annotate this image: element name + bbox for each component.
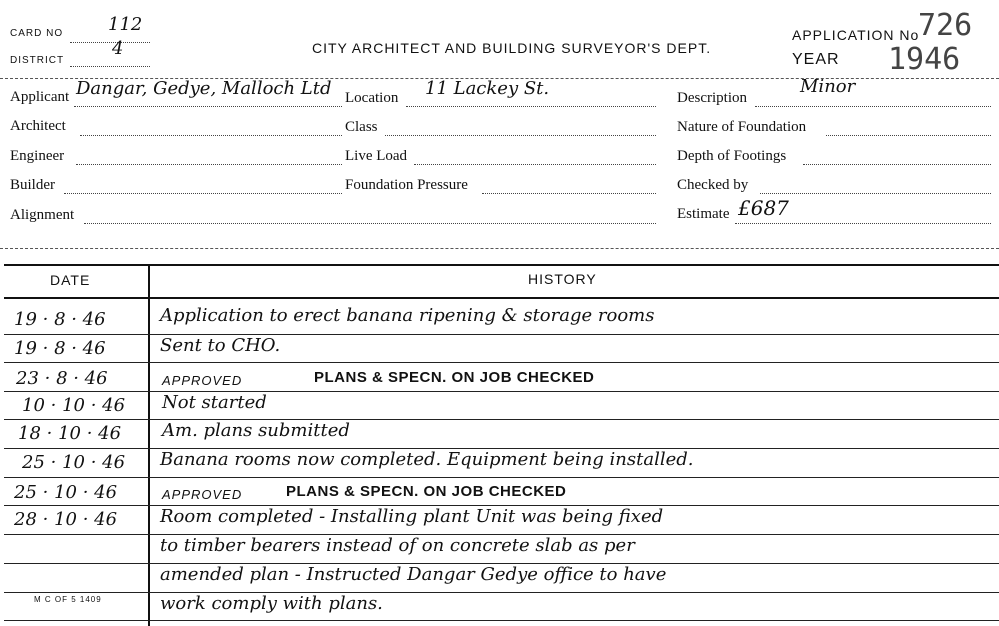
application-number: 726 <box>918 8 973 43</box>
row-rule <box>4 362 999 363</box>
row-rule <box>4 477 999 478</box>
estimate-label: Estimate <box>677 206 730 222</box>
history-entry: work comply with plans. <box>160 593 383 614</box>
history-date: 23 · 8 · 46 <box>16 368 108 389</box>
row-rule <box>4 334 999 335</box>
year-value: 1946 <box>888 42 961 77</box>
alignment-label: Alignment <box>10 207 75 223</box>
depth-line <box>803 164 991 165</box>
depth-of-footings-label: Depth of Footings <box>677 148 787 164</box>
checked-by-line <box>760 193 991 194</box>
history-entry: Banana rooms now completed. Equipment being installed. <box>160 449 694 470</box>
card-no-label: CARD NO <box>10 28 64 39</box>
history-entry: Sent to CHO. <box>160 335 281 356</box>
district-line <box>70 66 150 67</box>
approved-stamp: APPROVED <box>162 373 243 388</box>
history-entry: Am. plans submitted <box>162 420 350 441</box>
district-label: DISTRICT <box>10 55 65 66</box>
history-entry: Application to erect banana ripening & storage rooms <box>160 305 655 326</box>
history-date: 19 · 8 · 46 <box>14 338 106 359</box>
department-title: CITY ARCHITECT AND BUILDING SURVEYOR'S DEPT. <box>312 40 712 56</box>
date-column-divider <box>148 264 150 626</box>
engineer-line <box>76 164 342 165</box>
location-line <box>406 106 656 107</box>
engineer-label: Engineer <box>10 148 65 164</box>
row-rule <box>4 419 999 420</box>
card-no-line <box>70 42 150 43</box>
row-rule <box>4 391 999 392</box>
history-date: 28 · 10 · 46 <box>14 509 118 530</box>
estimate-value: £687 <box>738 196 789 220</box>
estimate-line <box>735 223 991 224</box>
header-bottom-rule <box>4 297 999 299</box>
builder-label: Builder <box>10 177 55 193</box>
row-rule <box>4 592 999 593</box>
architect-label: Architect <box>10 118 66 134</box>
nature-of-foundation-label: Nature of Foundation <box>677 119 807 135</box>
location-label: Location <box>345 90 399 106</box>
applicant-value: Dangar, Gedye, Malloch Ltd <box>76 78 332 99</box>
history-entry: amended plan - Instructed Dangar Gedye office to have <box>160 564 667 585</box>
row-rule <box>4 620 999 621</box>
history-date: 19 · 8 · 46 <box>14 309 106 330</box>
date-header: DATE <box>50 272 91 288</box>
history-date: 25 · 10 · 46 <box>14 482 118 503</box>
description-line <box>755 106 991 107</box>
live-load-line <box>414 164 656 165</box>
applicant-line <box>74 106 342 107</box>
history-entry: to timber bearers instead of on concrete slab as per <box>160 535 635 556</box>
history-date: 10 · 10 · 46 <box>22 395 126 416</box>
class-line <box>385 135 656 136</box>
application-label: APPLICATION No <box>792 27 920 43</box>
form-code: M C OF 5 1409 <box>34 595 102 604</box>
location-value: 11 Lackey St. <box>425 78 550 99</box>
history-date: 25 · 10 · 46 <box>22 452 126 473</box>
foundation-pressure-line <box>482 193 656 194</box>
description-value: Minor <box>800 76 856 97</box>
class-label: Class <box>345 119 378 135</box>
history-entry: Room completed - Installing plant Unit was being fixed <box>160 506 664 527</box>
fields-bottom-rule <box>0 248 999 249</box>
table-top-rule <box>4 264 999 266</box>
district-value: 4 <box>112 38 124 59</box>
card-no-value: 112 <box>108 14 143 35</box>
foundation-pressure-label: Foundation Pressure <box>345 177 468 193</box>
live-load-label: Live Load <box>345 148 408 164</box>
history-entry: Not started <box>162 392 267 413</box>
checked-by-label: Checked by <box>677 177 749 193</box>
builder-line <box>64 193 342 194</box>
checked-stamp: PLANS & SPECN. ON JOB CHECKED <box>286 483 567 500</box>
nature-line <box>826 135 991 136</box>
approved-stamp: APPROVED <box>162 487 243 502</box>
description-label: Description <box>677 90 747 106</box>
alignment-line <box>84 223 656 224</box>
history-date: 18 · 10 · 46 <box>18 423 122 444</box>
history-header: HISTORY <box>528 271 597 287</box>
checked-stamp: PLANS & SPECN. ON JOB CHECKED <box>314 369 595 386</box>
year-label: YEAR <box>792 51 840 68</box>
architect-line <box>80 135 342 136</box>
applicant-label: Applicant <box>10 89 70 105</box>
